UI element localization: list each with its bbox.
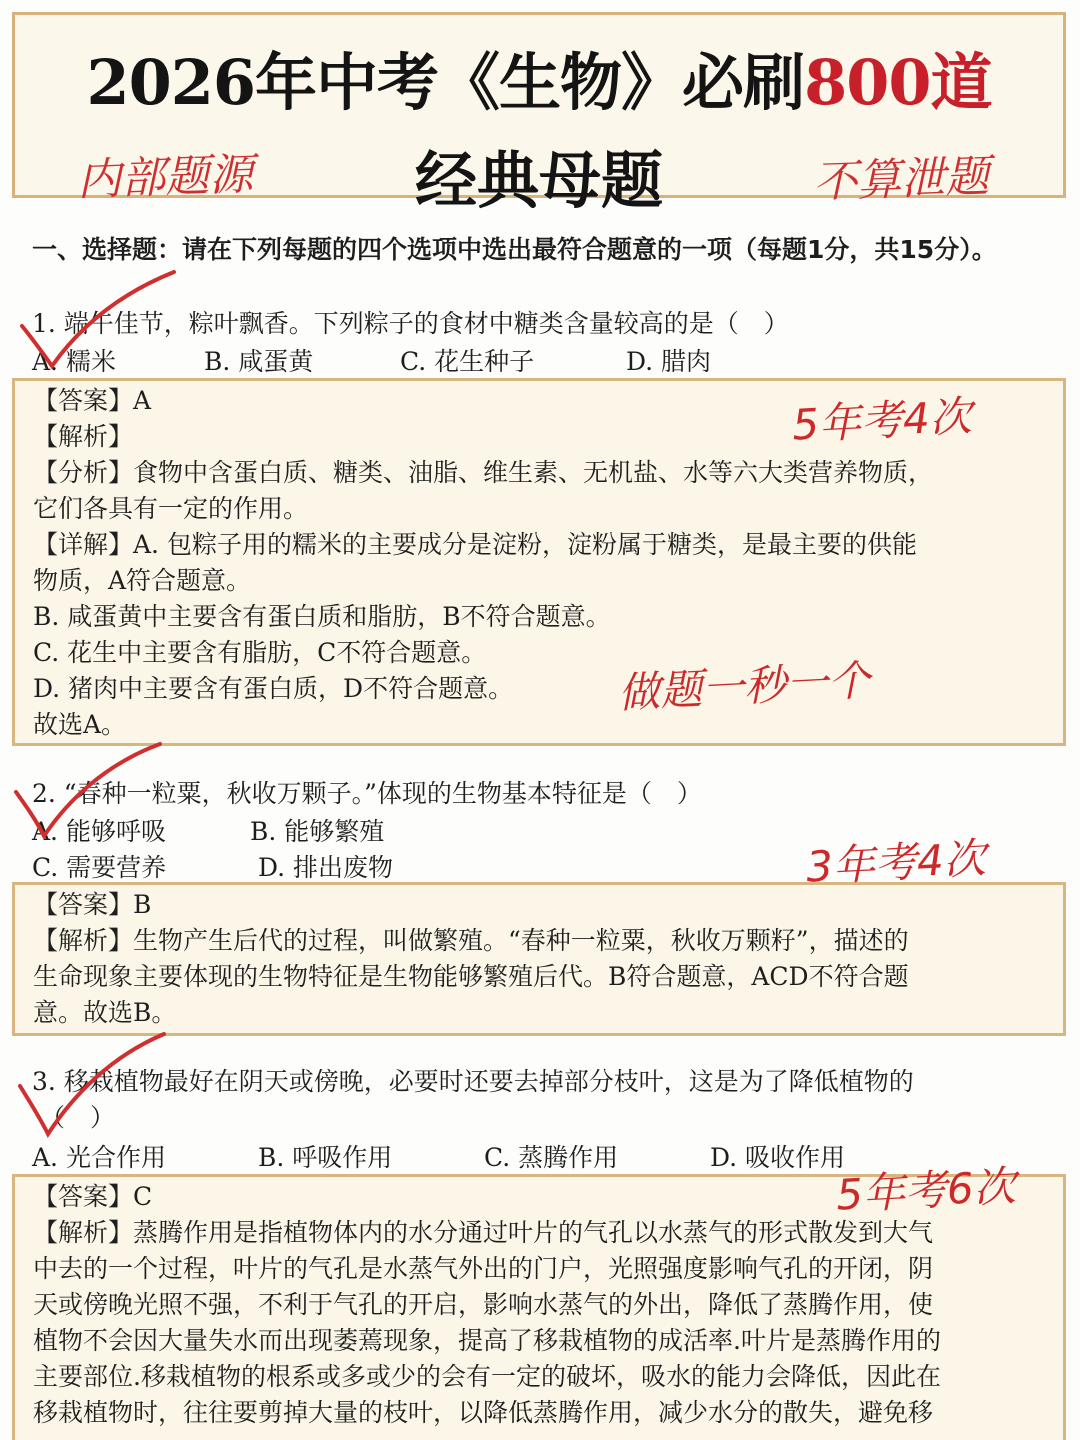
- check-mark-icon: [14, 268, 184, 378]
- q1-answer-line: D. 猪肉中主要含有蛋白质，D不符合题意。: [33, 674, 514, 703]
- q1-answer-line: 【详解】A. 包粽子用的糯米的主要成分是淀粉，淀粉属于糖类，是最主要的供能: [33, 530, 917, 559]
- q1-answer-line: 【分析】食物中含蛋白质、糖类、油脂、维生素、无机盐、水等六大类营养物质，: [33, 458, 934, 487]
- q1-answer-line: 物质，A符合题意。: [33, 566, 252, 595]
- q3-answer-line: 植物不会因大量失水而出现萎蔫现象，提高了移栽植物的成活率.叶片是蒸腾作用的: [33, 1326, 941, 1355]
- handwritten-tag-right: 不算泄题: [812, 150, 990, 209]
- q2-answer-line: 【解析】生物产生后代的过程，叫做繁殖。“春种一粒粟，秋收万颗籽”，描述的: [33, 926, 909, 955]
- q3-option-a: A. 光合作用: [32, 1143, 166, 1172]
- q1-answer-line: 【解析】: [33, 422, 134, 451]
- q3-answer-line: 中去的一个过程，叶片的气孔是水蒸气外出的门户，光照强度影响气孔的开闭，阴: [33, 1254, 934, 1283]
- q1-speed-note: 做题一秒一个: [617, 655, 872, 718]
- q3-answer-line: 【解析】蒸腾作用是指植物体内的水分通过叶片的气孔以水蒸气的形式散发到大气: [33, 1218, 934, 1247]
- question-1-stem: 1. 端午佳节，粽叶飘香。下列粽子的食材中糖类含量较高的是（ ）: [32, 309, 789, 338]
- check-mark-icon: [14, 1030, 174, 1142]
- q1-frequency-note: 5年考4次: [790, 391, 973, 450]
- page-subtitle: 经典母题: [414, 144, 663, 217]
- q1-answer-line: C. 花生中主要含有脂肪，C不符合题意。: [33, 638, 487, 667]
- q2-option-c: C. 需要营养: [32, 853, 167, 882]
- q1-option-d: D. 腊肉: [626, 347, 712, 376]
- q2-option-d: D. 排出废物: [258, 853, 394, 882]
- q3-answer-line: 主要部位.移栽植物的根系或多或少的会有一定的破坏，吸水的能力会降低，因此在: [33, 1362, 941, 1391]
- page-title: [15, 33, 1063, 122]
- q2-answer-line: 【答案】B: [33, 890, 152, 919]
- question-2-stem: 2. “春种一粒粟，秋收万颗子。”体现的生物基本特征是（ ）: [32, 779, 702, 808]
- q1-option-a: A. 糯米: [32, 347, 116, 376]
- q2-option-b: B. 能够繁殖: [250, 817, 385, 846]
- q1-answer-line: 故选A。: [33, 710, 127, 739]
- check-mark-icon: [10, 740, 170, 844]
- q1-option-b: B. 咸蛋黄: [204, 347, 314, 376]
- q2-frequency-note: 3年考4次: [804, 833, 987, 892]
- q3-option-b: B. 呼吸作用: [258, 1143, 393, 1172]
- q3-answer-line: 【答案】C: [33, 1182, 153, 1211]
- q2-answer-box: [12, 882, 1066, 1036]
- title-accent: 800道: [804, 46, 992, 119]
- question-3-stem: 3. 移栽植物最好在阴天或傍晚，必要时还要去掉部分枝叶，这是为了降低植物的: [32, 1067, 914, 1096]
- q2-answer-line: 生命现象主要体现的生物特征是生物能够繁殖后代。B符合题意，ACD不符合题: [33, 962, 909, 991]
- q3-option-d: D. 吸收作用: [710, 1143, 846, 1172]
- q1-answer-line: 它们各具有一定的作用。: [33, 494, 309, 523]
- q2-option-a: A. 能够呼吸: [32, 817, 166, 846]
- title-banner: [12, 12, 1066, 217]
- question-3-stem-bracket: （ ）: [40, 1103, 116, 1132]
- q2-answer-line: 意。故选B。: [33, 998, 177, 1027]
- section-instruction: 一、选择题：请在下列每题的四个选项中选出最符合题意的一项（每题1分，共15分）。: [32, 235, 997, 264]
- q3-option-c: C. 蒸腾作用: [484, 1143, 619, 1172]
- title-main: 2026年中考《生物》必刷: [86, 46, 805, 119]
- q3-answer-line: 移栽植物时，往往要剪掉大量的枝叶，以降低蒸腾作用，减少水分的散失，避免移: [33, 1398, 934, 1427]
- q3-frequency-note: 5年考6次: [834, 1161, 1017, 1220]
- q1-answer-line: 【答案】A: [33, 386, 152, 415]
- handwritten-tag-left: 内部题源: [76, 148, 254, 207]
- q3-answer-line: 天或傍晚光照不强，不利于气孔的开启，影响水蒸气的外出，降低了蒸腾作用，使: [33, 1290, 934, 1319]
- q1-option-c: C. 花生种子: [400, 347, 535, 376]
- q1-answer-line: B. 咸蛋黄中主要含有蛋白质和脂肪，B不符合题意。: [33, 602, 611, 631]
